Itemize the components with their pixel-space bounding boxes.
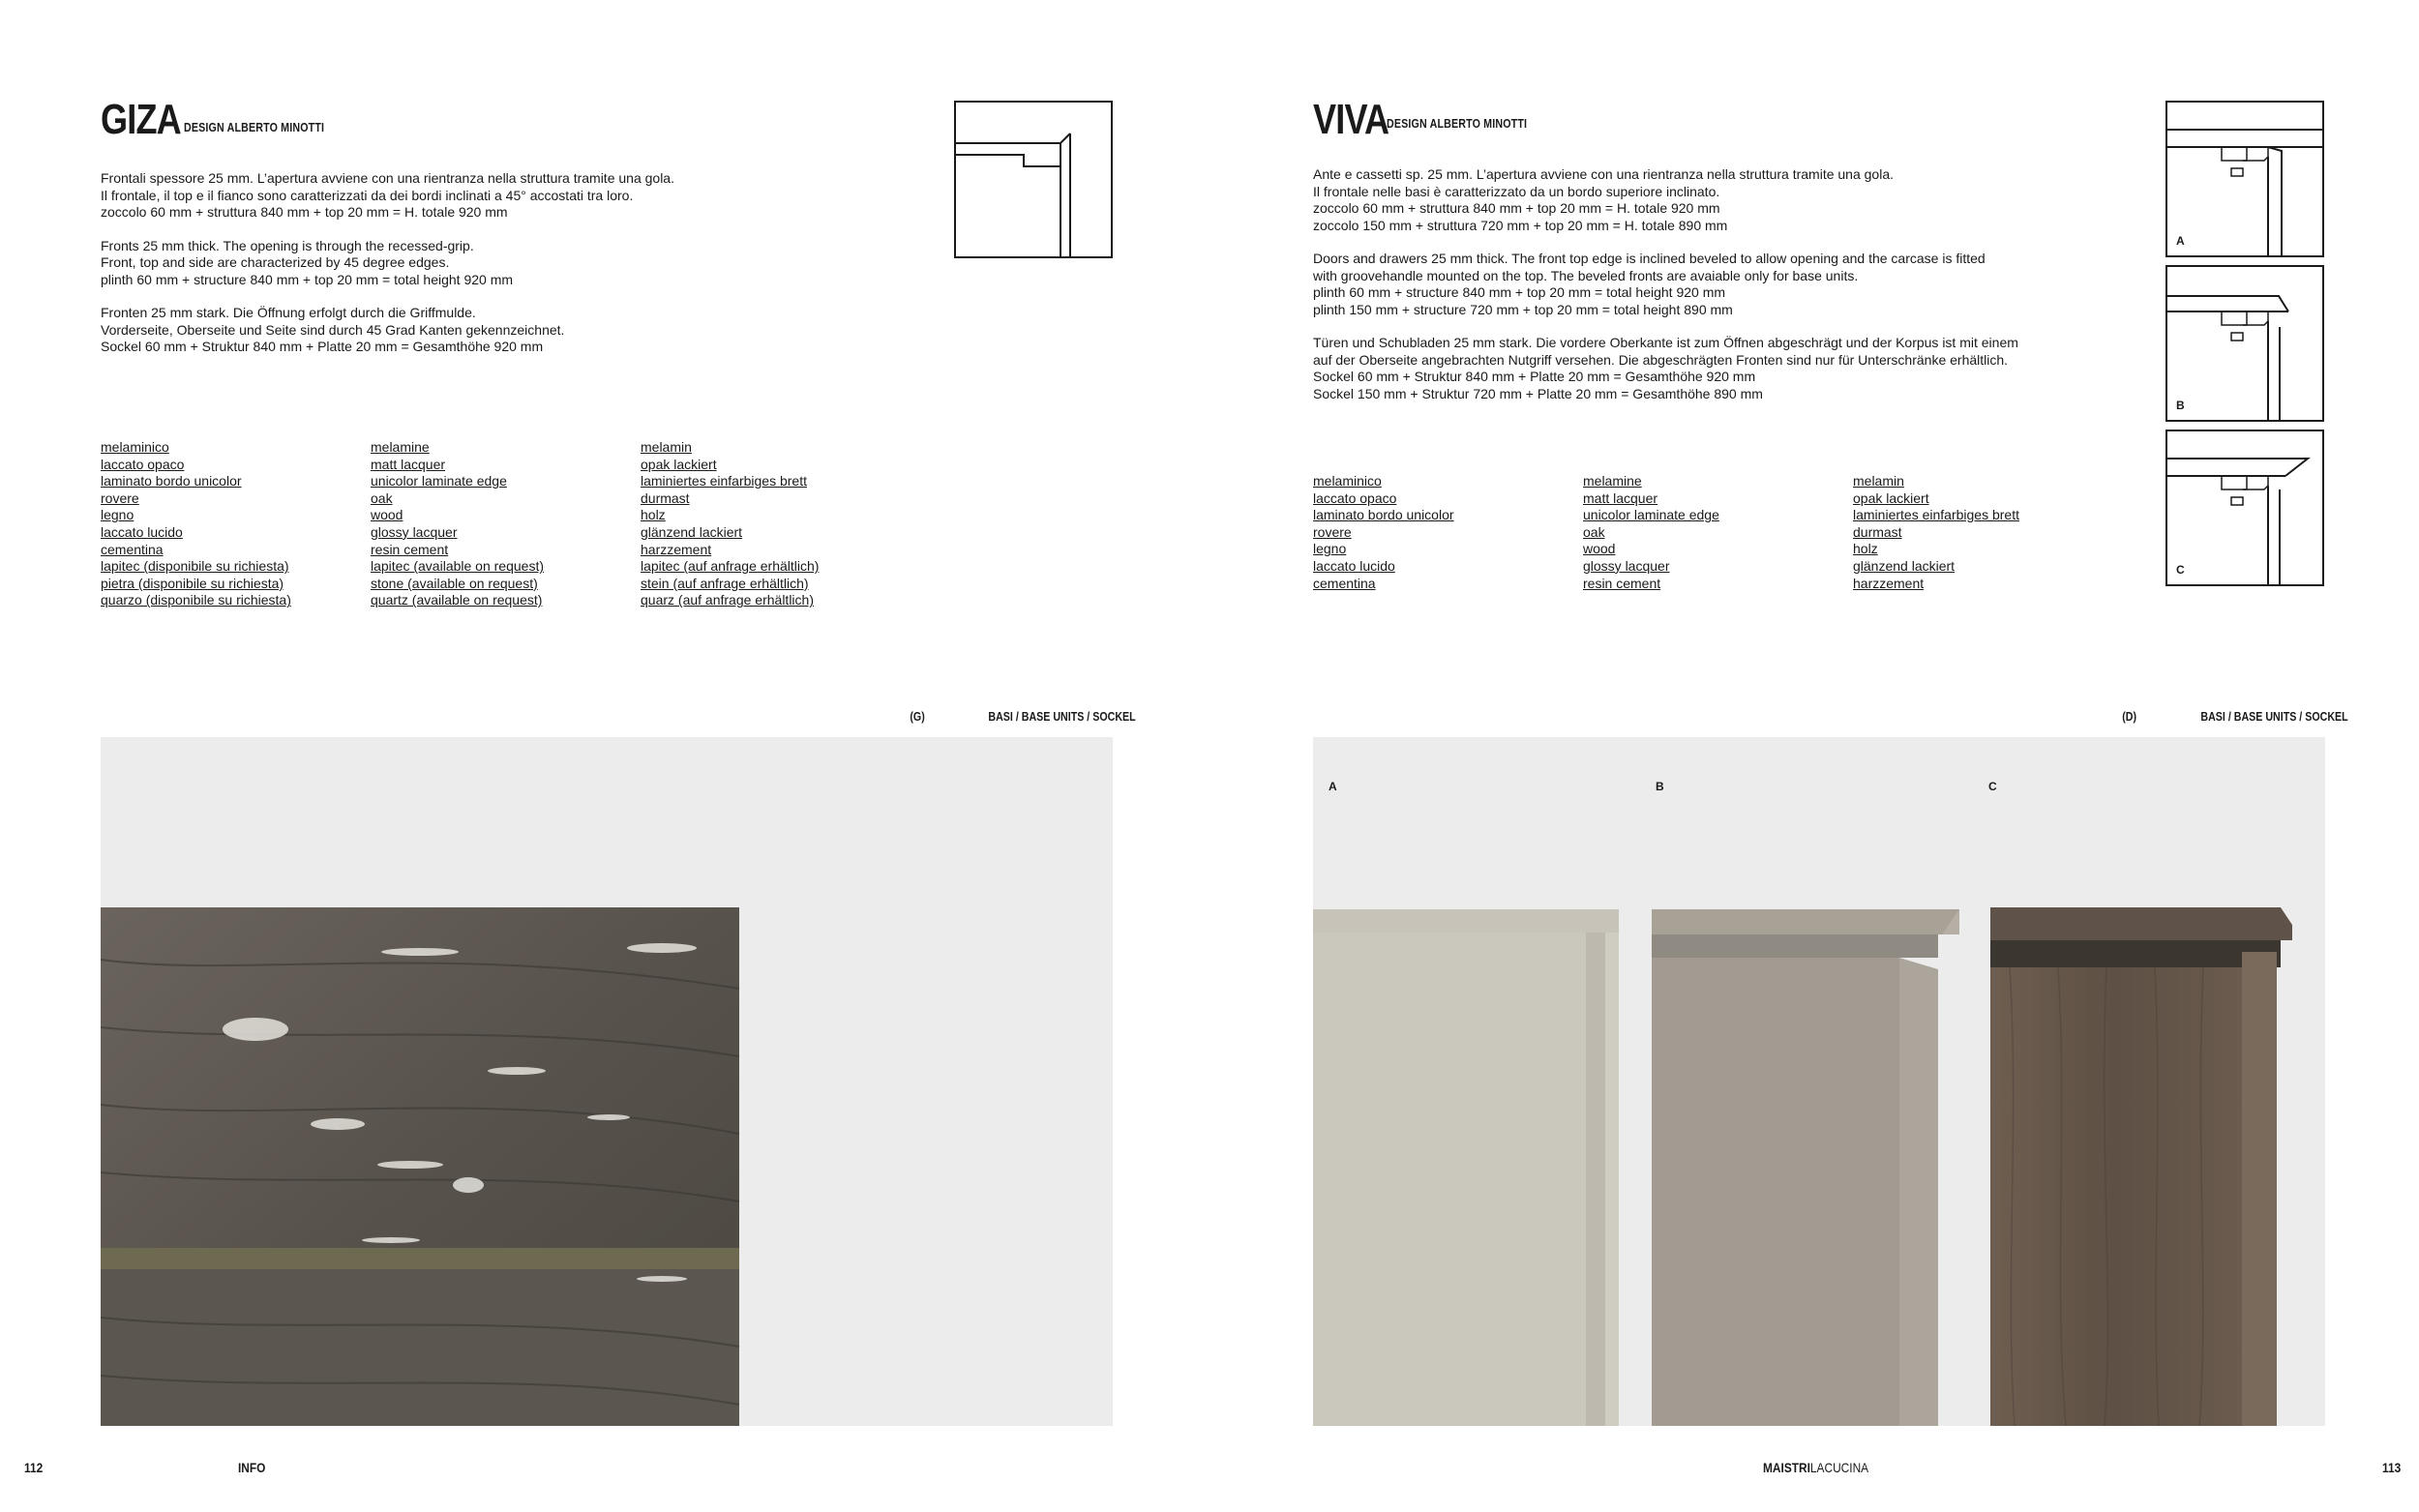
giza-desc-en-1: Fronts 25 mm thick. The opening is through the recessed-grip. (101, 237, 474, 253)
right-page-number: 113 (2382, 1460, 2402, 1475)
viva-desc-it-1: Ante e cassetti sp. 25 mm. L’apertura avviene con una rientranza nella struttura tramite una gola. (1313, 166, 1894, 182)
finish-item: lapitec (auf anfrage erhältlich) (641, 558, 820, 575)
finish-item: melamine (1583, 473, 1642, 489)
giza-desc-it-2: Il frontale, il top e il fianco sono caratterizzati da dei bordi inclinati a 45° accostati tra loro. (101, 187, 634, 203)
finish-item: quarz (auf anfrage erhältlich) (641, 592, 814, 608)
giza-desc-it-3: zoccolo 60 mm + struttura 840 mm + top 20 mm = H. totale 920 mm (101, 204, 508, 220)
viva-desc-it-2: Il frontale nelle basi è caratterizzato da un bordo superiore inclinato. (1313, 183, 1720, 199)
giza-designer: DESIGN ALBERTO MINOTTI (184, 120, 325, 134)
finish-item: glossy lacquer (371, 523, 458, 540)
viva-profile-b-icon (2167, 267, 2322, 420)
finish-item: lapitec (disponibile su richiesta) (101, 558, 289, 575)
viva-finishes-en (1583, 473, 1719, 592)
giza-edge-profile-icon (956, 103, 1111, 256)
finish-item: holz (641, 507, 666, 523)
viva-desc-de-3: Sockel 60 mm + Struktur 840 mm + Platte 20 mm = Gesamthöhe 920 mm (1313, 369, 1756, 384)
giza-finishes-de (641, 439, 819, 609)
viva-desc-en-4: plinth 150 mm + structure 720 mm + top 20 mm = total height 890 mm (1313, 301, 1733, 317)
finish-item: melaminico (1313, 473, 1382, 489)
viva-finishes-it (1313, 473, 1454, 592)
giza-desc-en-3: plinth 60 mm + structure 840 mm + top 20 mm = total height 920 mm (101, 271, 514, 287)
giza-finishes-en (371, 439, 544, 609)
viva-cabinets-image (1313, 737, 2325, 1426)
viva-profile-c-icon (2167, 431, 2322, 584)
giza-title: GIZA (101, 96, 181, 143)
giza-desc-en-2: Front, top and side are characterized by 45 degree edges. (101, 254, 450, 270)
viva-finishes-de (1853, 473, 2019, 592)
finish-item: unicolor laminate edge (1583, 507, 1719, 523)
brand-logo (1763, 1460, 1868, 1475)
finish-item: wood (371, 507, 403, 523)
viva-profile-b (2165, 265, 2324, 422)
viva-section-label: BASI / BASE UNITS / SOCKEL (2200, 709, 2348, 724)
giza-finishes-it (101, 439, 291, 609)
left-footer-label: INFO (238, 1460, 266, 1475)
finish-item: melaminico (101, 439, 169, 455)
finish-item: lapitec (available on request) (371, 558, 544, 575)
finish-item: unicolor laminate edge (371, 473, 507, 489)
finish-item: matt lacquer (371, 456, 446, 472)
viva-desc-it-3: zoccolo 60 mm + struttura 840 mm + top 20 mm = H. totale 920 mm (1313, 200, 1720, 216)
giza-section-label: BASI / BASE UNITS / SOCKEL (988, 709, 1136, 724)
finish-item: oak (371, 489, 393, 506)
finish-item: harzzement (1853, 575, 1925, 591)
giza-profile-drawing (954, 101, 1113, 258)
finish-item: melamin (1853, 473, 1904, 489)
finish-item: durmast (1853, 523, 1902, 540)
finish-item: resin cement (371, 541, 449, 557)
finish-item: laccato lucido (101, 523, 183, 540)
brand-bold: MAISTRI (1763, 1460, 1810, 1475)
viva-designer: DESIGN ALBERTO MINOTTI (1387, 116, 1528, 131)
finish-item: quartz (available on request) (371, 592, 543, 608)
viva-profile-c (2165, 430, 2324, 586)
finish-item: holz (1853, 541, 1878, 557)
finish-item: resin cement (1583, 575, 1661, 591)
finish-item: laminiertes einfarbiges brett (1853, 507, 2019, 523)
finish-item: quarzo (disponibile su richiesta) (101, 592, 291, 608)
viva-desc-de-1: Türen und Schubladen 25 mm stark. Die vordere Oberkante ist zum Öffnen abgeschrägt und der Korpus ist mit einem (1313, 335, 2018, 350)
viva-product-photo (1313, 737, 2325, 1426)
giza-desc-de-3: Sockel 60 mm + Struktur 840 mm + Platte 20 mm = Gesamthöhe 920 mm (101, 339, 544, 354)
finish-item: stein (auf anfrage erhältlich) (641, 575, 809, 591)
viva-photo-label-a: A (1329, 780, 1337, 793)
giza-product-photo (101, 737, 1113, 1426)
finish-item: durmast (641, 489, 690, 506)
viva-profile-b-label: B (2176, 399, 2185, 412)
giza-desc-it-1: Frontali spessore 25 mm. L’apertura avviene con una rientranza nella struttura tramite una gola. (101, 170, 674, 186)
giza-desc-de-2: Vorderseite, Oberseite und Seite sind durch 45 Grad Kanten gekennzeichnet. (101, 321, 565, 338)
viva-desc-de-2: auf der Oberseite angebrachten Nutgriff versehen. Die abgeschrägten Fronten sind nur für Unterschränke erhältlich. (1313, 351, 2009, 368)
finish-item: legno (101, 507, 134, 523)
left-page-number: 112 (24, 1460, 44, 1475)
finish-item: glänzend lackiert (1853, 557, 1956, 574)
finish-item: glossy lacquer (1583, 557, 1670, 574)
viva-section-code: (D) (2122, 709, 2137, 724)
finish-item: melamine (371, 439, 430, 455)
viva-photo-label-c: C (1988, 780, 1997, 793)
finish-item: matt lacquer (1583, 489, 1658, 506)
giza-description (101, 170, 674, 356)
viva-profile-a (2165, 101, 2324, 257)
finish-item: laccato opaco (101, 456, 185, 472)
viva-desc-en-3: plinth 60 mm + structure 840 mm + top 20 mm = total height 920 mm (1313, 284, 1726, 300)
finish-item: laccato opaco (1313, 489, 1397, 506)
finish-item: laccato lucido (1313, 557, 1395, 574)
finish-item: harzzement (641, 541, 712, 557)
viva-desc-en-2: with groovehandle mounted on the top. The beveled fronts are avaiable only for base units. (1313, 267, 1859, 283)
viva-desc-de-4: Sockel 150 mm + Struktur 720 mm + Platte 20 mm = Gesamthöhe 890 mm (1313, 385, 1763, 401)
viva-desc-it-4: zoccolo 150 mm + struttura 720 mm + top 20 mm = H. totale 890 mm (1313, 217, 1728, 233)
finish-item: wood (1583, 541, 1616, 557)
finish-item: stone (available on request) (371, 575, 538, 591)
viva-desc-en-1: Doors and drawers 25 mm thick. The front top edge is inclined beveled to allow opening and the carcase is fitted (1313, 251, 1986, 266)
giza-desc-de-1: Fronten 25 mm stark. Die Öffnung erfolgt durch die Griffmulde. (101, 305, 476, 320)
finish-item: pietra (disponibile su richiesta) (101, 575, 284, 591)
finish-item: legno (1313, 541, 1347, 557)
finish-item: rovere (101, 489, 139, 506)
giza-section-code: (G) (910, 709, 925, 724)
finish-item: oak (1583, 523, 1605, 540)
finish-item: cementina (101, 541, 164, 557)
giza-cabinet-image (101, 737, 1113, 1426)
viva-profile-a-label: A (2176, 234, 2185, 248)
viva-profile-a-icon (2167, 103, 2322, 255)
finish-item: laminato bordo unicolor (1313, 507, 1454, 523)
viva-title: VIVA (1313, 96, 1389, 143)
finish-item: laminato bordo unicolor (101, 473, 242, 489)
viva-profile-c-label: C (2176, 563, 2185, 577)
finish-item: cementina (1313, 575, 1376, 591)
finish-item: glänzend lackiert (641, 523, 743, 540)
brand-light: LACUCINA (1809, 1460, 1869, 1475)
viva-description (1313, 166, 2018, 402)
finish-item: melamin (641, 439, 692, 455)
finish-item: rovere (1313, 523, 1352, 540)
viva-photo-label-b: B (1656, 780, 1664, 793)
finish-item: opak lackiert (641, 456, 717, 472)
finish-item: opak lackiert (1853, 489, 1929, 506)
finish-item: laminiertes einfarbiges brett (641, 473, 807, 489)
